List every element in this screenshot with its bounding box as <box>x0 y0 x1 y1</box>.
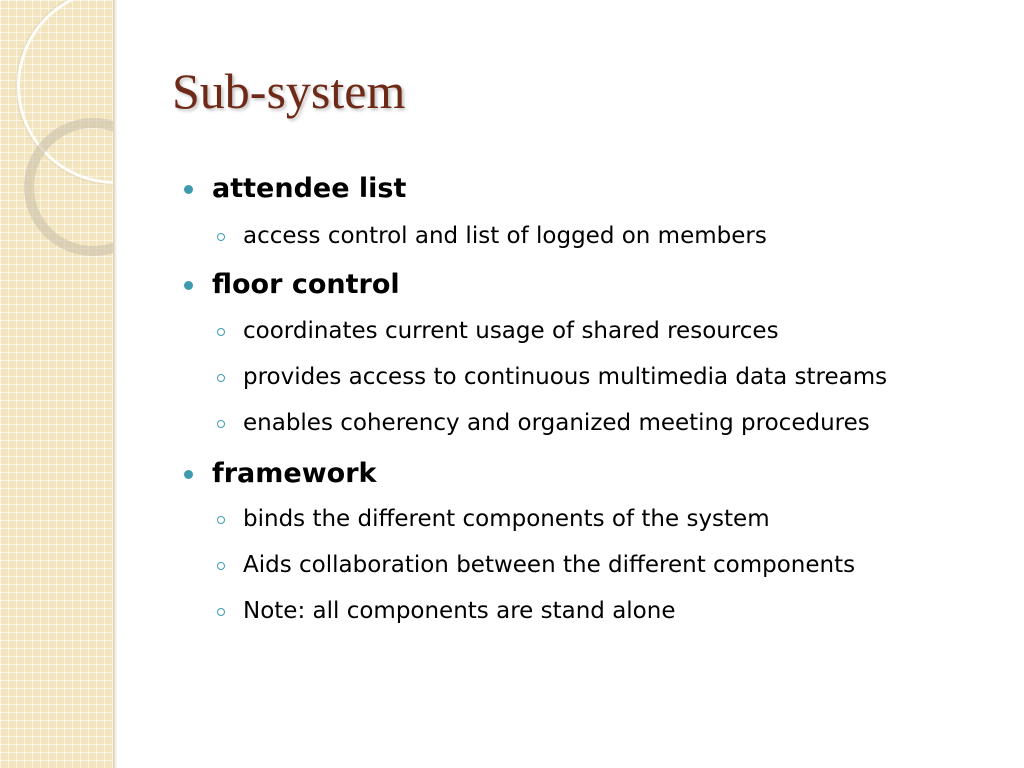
sub-bullet-ring-icon <box>217 608 225 616</box>
sub-item: enables coherency and organized meeting procedures <box>243 410 870 436</box>
sub-bullet-ring-icon <box>217 328 225 336</box>
bullet-dot-icon <box>184 185 193 194</box>
sub-item: provides access to continuous multimedia data streams <box>243 364 888 390</box>
sub-bullet-ring-icon <box>217 516 225 524</box>
sub-item: coordinates current usage of shared resources <box>243 318 779 344</box>
sub-item: Note: all components are stand alone <box>243 598 676 624</box>
sub-item: access control and list of logged on members <box>243 223 767 249</box>
bullet-item-floor-control: floor control <box>212 269 400 300</box>
bullet-item-attendee-list: attendee list <box>212 173 407 204</box>
sub-bullet-ring-icon <box>217 233 225 241</box>
sub-bullet-ring-icon <box>217 374 225 382</box>
slide-title: Sub-system <box>172 63 406 119</box>
bullet-item-framework: framework <box>212 458 377 489</box>
sub-bullet-ring-icon <box>217 420 225 428</box>
sub-bullet-ring-icon <box>217 562 225 570</box>
sub-item: binds the different components of the system <box>243 506 770 532</box>
bullet-dot-icon <box>184 470 193 479</box>
sub-item: Aids collaboration between the different components <box>243 552 856 578</box>
bullet-dot-icon <box>184 281 193 290</box>
